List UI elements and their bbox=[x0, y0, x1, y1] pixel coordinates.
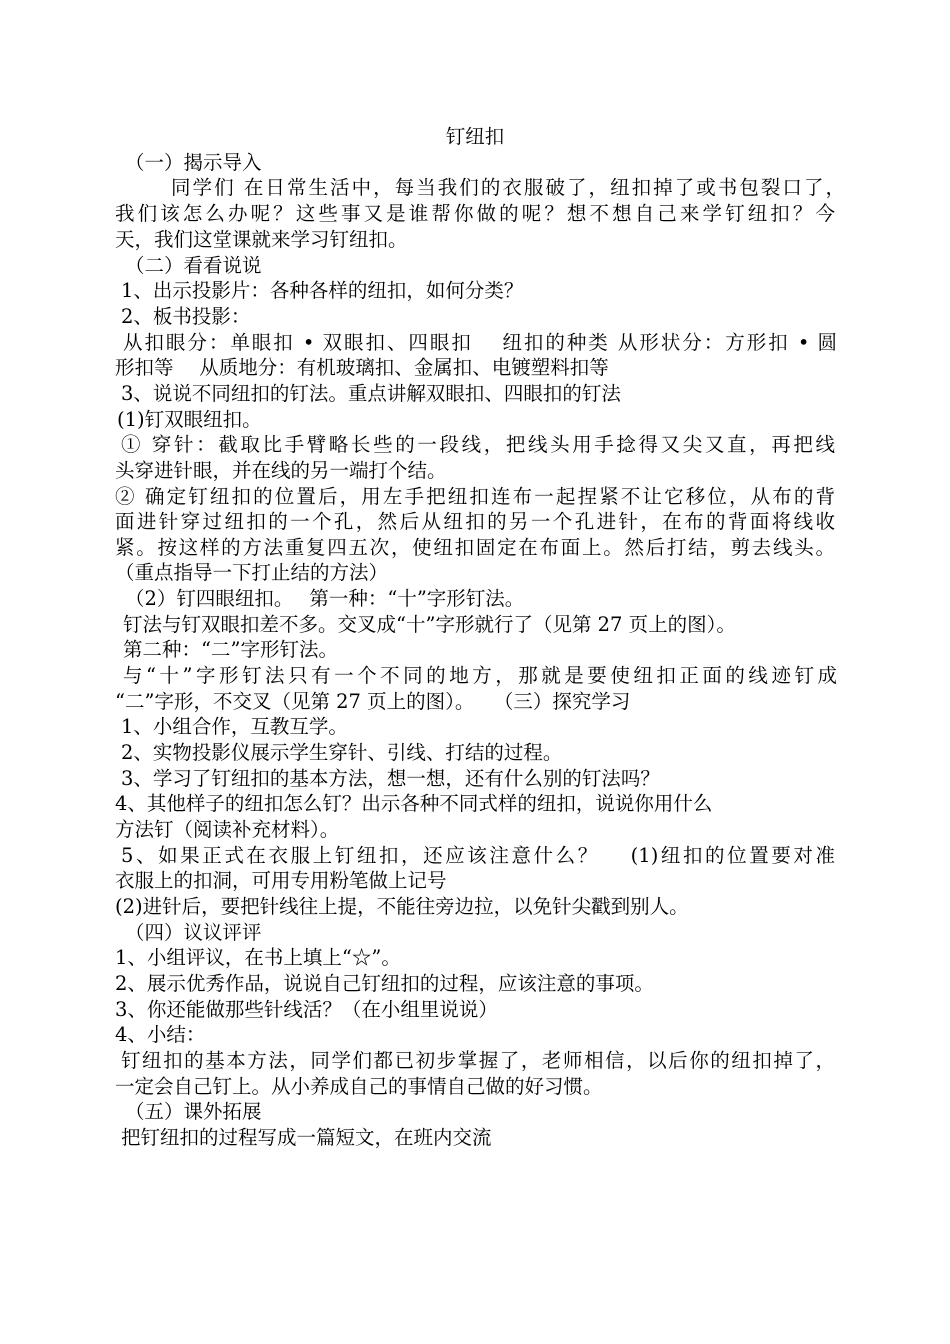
paragraph-line: 与“十”字形钉法只有一个不同的地方，那就是要使纽扣正面的线迹钉成 bbox=[123, 664, 837, 687]
paragraph-line: 钉法与钉双眼扣差不多。交叉成“十”字形就行了（见第 27 页上的图）。 bbox=[123, 613, 736, 636]
paragraph-line: 把钉纽扣的过程写成一篇短文，在班内交流 bbox=[121, 1126, 492, 1149]
list-item: 1、小组合作，互教互学。 bbox=[121, 715, 348, 738]
paragraph-line: 我们该怎么办呢？这些事又是谁帮你做的呢？想不想自己来学钉纽扣？今 bbox=[115, 202, 835, 225]
paragraph-line: 紧。按这样的方法重复四五次，使纽扣固定在布面上。然后打结，剪去线头。 bbox=[115, 536, 835, 559]
paragraph-line: 方法钉（阅读补充材料）。 bbox=[115, 818, 340, 841]
paragraph-line: 第二种：“二”字形钉法。 bbox=[123, 638, 338, 661]
list-item: 1、小组评议，在书上填上“☆”。 bbox=[115, 946, 401, 969]
paragraph-line: 天，我们这堂课就来学习钉纽扣。 bbox=[115, 228, 408, 251]
subheading: (1)钉双眼纽扣。 bbox=[117, 408, 262, 431]
document-title: 钉纽扣 bbox=[445, 125, 505, 148]
list-item: 3、你还能做那些针线活？（在小组里说说） bbox=[115, 998, 498, 1021]
list-item: 3、说说不同纽扣的钉法。重点讲解双眼扣、四眼扣的钉法 bbox=[121, 382, 621, 405]
subheading: （2）钉四眼纽扣。 第一种：“十”字形钉法。 bbox=[125, 587, 525, 610]
paragraph-line: 衣服上的扣洞，可用专用粉笔做上记号 bbox=[115, 869, 447, 892]
list-item: 1、出示投影片：各种各样的纽扣，如何分类？ bbox=[121, 279, 524, 302]
paragraph-line: ② 确定钉纽扣的位置后，用左手把纽扣连布一起捏紧不让它移位，从布的背 bbox=[115, 485, 835, 508]
list-item: 5、如果正式在衣服上钉纽扣，还应该注意什么？ (1)纽扣的位置要对准 bbox=[121, 844, 835, 867]
paragraph-line: 头穿进针眼，并在线的另一端打个结。 bbox=[115, 459, 447, 482]
list-item: 2、展示优秀作品，说说自己钉纽扣的过程，应该注意的事项。 bbox=[115, 972, 654, 995]
section-heading-look-talk: （二）看看说说 bbox=[125, 254, 262, 277]
paragraph-line: （重点指导一下打止结的方法） bbox=[115, 561, 389, 584]
paragraph-line: 钉纽扣的基本方法，同学们都已初步掌握了，老师相信，以后你的纽扣掉了， bbox=[121, 1049, 835, 1072]
paragraph-line: (2)进针后，要把针线往上提，不能往旁边拉，以免针尖戳到别人。 bbox=[115, 895, 689, 918]
section-heading-review: （四）议议评评 bbox=[125, 921, 262, 944]
paragraph-line: “二”字形，不交叉（见第 27 页上的图）。 （三）探究学习 bbox=[115, 690, 631, 713]
section-heading-intro: （一）揭示导入 bbox=[125, 151, 262, 174]
list-item: 2、实物投影仪展示学生穿针、引线、打结的过程。 bbox=[121, 741, 563, 764]
list-item: 3、学习了钉纽扣的基本方法，想一想，还有什么别的钉法吗？ bbox=[121, 767, 660, 790]
section-heading-extension: （五）课外拓展 bbox=[125, 1100, 262, 1123]
paragraph-line: 面进针穿过纽扣的一个孔，然后从纽扣的另一个孔进针，在布的背面将线收 bbox=[115, 510, 835, 533]
paragraph-line: 从扣眼分：单眼扣 • 双眼扣、四眼扣 纽扣的种类 从形状分：方形扣 • 圆 bbox=[123, 331, 837, 354]
paragraph-line: 形扣等 从质地分：有机玻璃扣、金属扣、电镀塑料扣等 bbox=[115, 356, 609, 379]
paragraph-line: ① 穿针：截取比手臂略长些的一段线，把线头用手捻得又尖又直，再把线 bbox=[121, 433, 835, 456]
list-item: 2、板书投影： bbox=[121, 305, 251, 328]
list-item: 4、小结： bbox=[115, 1023, 206, 1046]
paragraph-line: 一定会自己钉上。从小养成自己的事情自己做的好习惯。 bbox=[115, 1075, 603, 1098]
list-item: 4、其他样子的纽扣怎么钉？出示各种不同式样的纽扣，说说你用什么 bbox=[115, 792, 713, 815]
paragraph-line: 同学们 在日常生活中，每当我们的衣服破了，纽扣掉了或书包裂口了， bbox=[171, 176, 845, 199]
